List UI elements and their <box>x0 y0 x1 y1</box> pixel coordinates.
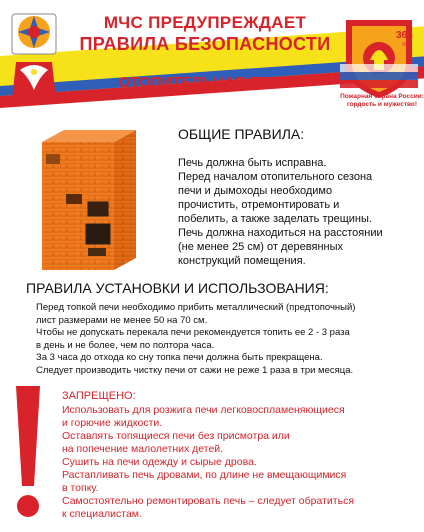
slogan-line2: гордость и мужество! <box>346 101 418 108</box>
brick-stove-illustration <box>32 124 152 274</box>
general-rules-heading: ОБЩИЕ ПРАВИЛА: <box>178 126 305 142</box>
slogan-line1: Пожарная охрана России: <box>340 93 424 100</box>
header-subtitle: ОТОПИТЕЛЬНАЯ ПЕЧЬ <box>118 74 292 91</box>
forbidden-line: Использовать для розжига печи легковоспламеняющиеся <box>62 404 345 416</box>
forbidden-line: Сушить на печи одежду и сырые дрова. <box>62 456 257 468</box>
forbidden-line: на попечение малолетних детей. <box>62 443 224 455</box>
installation-rule-line: Следует производить чистку печи от сажи не реже 1 раза в три месяца. <box>36 364 354 376</box>
mchs-emblem-icon <box>6 10 62 106</box>
installation-rules-text <box>36 302 418 377</box>
forbidden-line: и горючие жидкости. <box>62 417 163 429</box>
exclamation-mark-icon <box>6 382 50 522</box>
installation-rule-line: в день и не более, чем по полтора часа. <box>36 339 215 351</box>
header-title-line1: МЧС ПРЕДУПРЕЖДАЕТ <box>103 13 307 32</box>
forbidden-line: к специалистам. <box>62 508 142 520</box>
installation-rule-line: лист размерами не менее 50 на 70 см. <box>36 314 208 326</box>
general-rule-line: прочистить, отремонтировать и <box>178 199 340 211</box>
general-rule-line: побелить, а также заделать трещины. <box>178 213 372 225</box>
installation-rule-line: За 3 часа до отхода ко сну топка печи должна быть прекращена. <box>36 352 323 363</box>
forbidden-line: в топку. <box>62 482 99 494</box>
general-rule-line: Печь должна находиться на расстоянии <box>178 227 383 239</box>
installation-rules-heading: ПРАВИЛА УСТАНОВКИ И ИСПОЛЬЗОВАНИЯ: <box>26 280 329 296</box>
badge-number: 365 <box>396 30 413 41</box>
general-rule-line: печи и дымоходы необходимо <box>178 185 333 197</box>
general-rule-line: Печь должна быть исправна. <box>178 157 327 169</box>
badge-unit: лет <box>402 42 412 48</box>
installation-rule-line: Чтобы не допускать перекала печи рекомендуется топить ее 2 - 3 раза <box>36 327 350 338</box>
forbidden-line: Оставлять топящиеся печи без присмотра или <box>62 430 290 442</box>
installation-rule-line: Перед топкой печи необходимо прибить металлический (предтопочный) <box>36 302 356 313</box>
forbidden-heading: ЗАПРЕЩЕНО: <box>62 390 136 402</box>
forbidden-line: Самостоятельно ремонтировать печь – следует обратиться <box>62 495 355 507</box>
header-slogan <box>340 93 424 109</box>
general-rules-text <box>178 156 418 268</box>
header-title-line2: ПРАВИЛА БЕЗОПАСНОСТИ <box>79 34 331 54</box>
forbidden-text <box>62 404 412 521</box>
general-rule-line: Перед началом отопительного сезона <box>178 171 373 183</box>
forbidden-line: Растапливать печь дровами, по длине не вмещающимися <box>62 469 347 481</box>
general-rule-line: конструкций помещения. <box>178 255 306 267</box>
general-rule-line: (не менее 25 см) от деревянных <box>178 241 344 253</box>
